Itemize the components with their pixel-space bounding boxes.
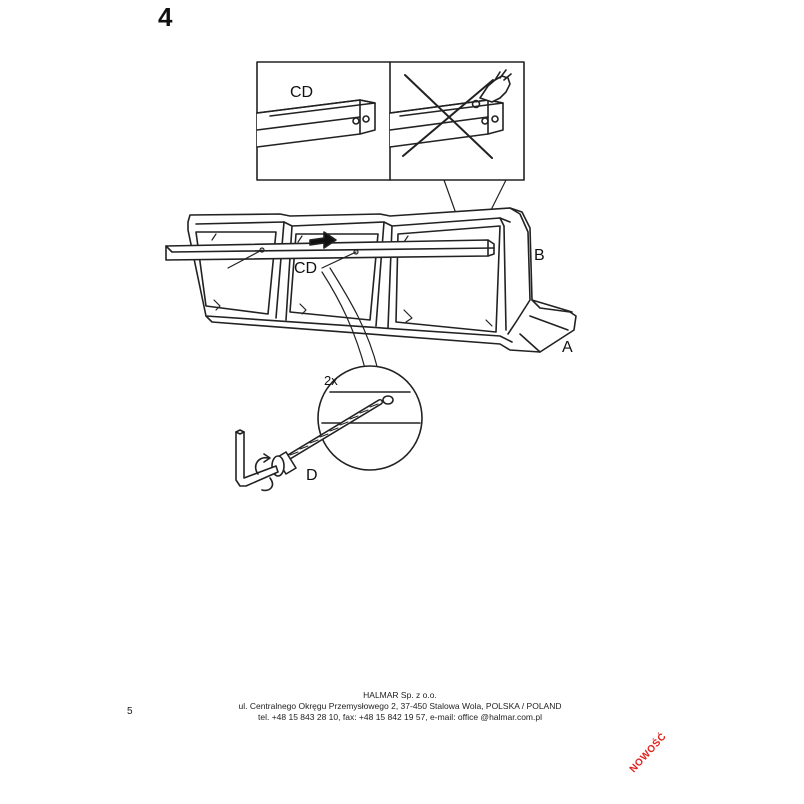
- part-a-label: A: [562, 339, 573, 356]
- footer: [150, 690, 650, 723]
- detail-cd-label: CD: [290, 84, 314, 101]
- quantity-label: 2x: [324, 373, 338, 388]
- company-address: ul. Centralnego Okręgu Przemysłowego 2, 37-450 Stalowa Wola, POLSKA / POLAND: [238, 701, 562, 711]
- step-number: 4: [158, 2, 173, 32]
- page-number: 5: [127, 706, 133, 717]
- rail-cd-label: CD: [294, 260, 318, 277]
- frame-assembly: [188, 208, 576, 352]
- company-name: HALMAR Sp. z o.o.: [363, 690, 437, 700]
- bolt-d-label: D: [306, 467, 318, 484]
- new-product-stamp: NOWOŚĆ: [627, 731, 669, 775]
- part-b-label: B: [534, 247, 545, 264]
- detail-inset: [257, 62, 524, 180]
- allen-key-icon: [236, 430, 278, 490]
- company-contact: tel. +48 15 843 28 10, fax: +48 15 842 19 57, e-mail: office @halmar.com.pl: [258, 712, 542, 722]
